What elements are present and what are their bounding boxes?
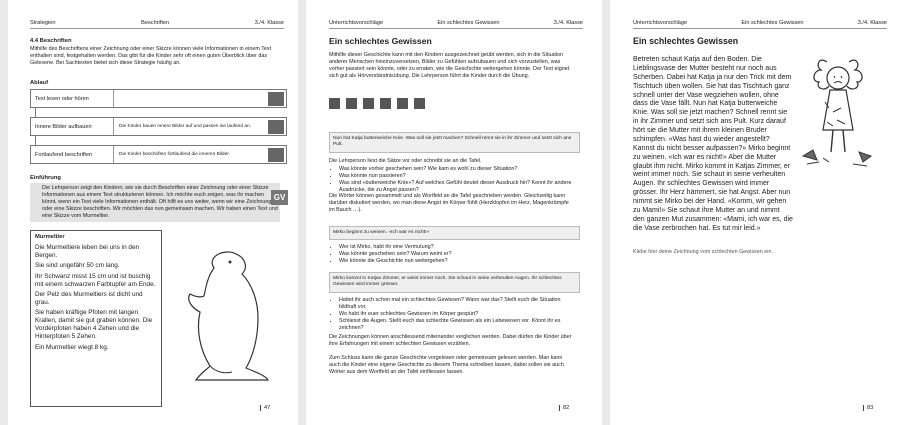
murmeltier-box — [30, 230, 162, 407]
page-number: 82 — [559, 405, 569, 411]
page-gutter — [298, 0, 306, 425]
intro-text: Mithilfe dieser Geschichte kann mit den Kindern ausgezeichnet geübt werden, sich in die Situation anderer Menschen hineinzuversetzen, Bilder zu Gefühlen aufzubauen und sich vorzustellen, was vorher passiert sein könnte, oder zu erraten, wie die Geschichte weitergehen könnte. Der Text eignet sich gut als Hörverständnisübung. Die Lehrperson führt die Kinder durch die Übung. — [329, 52, 570, 79]
question-item: • Was sind «butterweiche Knie»? Auf welches Gefühl deutet dieser Ausdruck hin? Kennt ihr andere Ausdrücke, die zu Angst passen? — [339, 180, 579, 194]
step-images — [30, 117, 287, 136]
question-list — [329, 166, 579, 194]
gv-badge: GV — [271, 190, 288, 205]
header-mid: Ein schlechtes Gewissen — [741, 20, 804, 26]
paragraph: Die Wörter können gesammelt und als Wortfeld an die Tafel geschrieben werden. Gleichzeitig kann darüber diskutiert werden, wo man diese Angst im Körper fühlt (Herzklopfen im Herz, Magenkrämpfe im Bauch …). — [329, 193, 569, 213]
page-gutter — [0, 0, 8, 425]
header-mid: Ein schlechtes Gewissen — [437, 20, 500, 26]
header-left: Unterrichtsvorschläge — [633, 20, 688, 26]
einfuehrung-title: Einführung — [30, 175, 61, 181]
question-item: • Wer ist Mirko, habt ihr eine Vermutung? — [339, 244, 579, 251]
header-right: 3./4. Klasse — [254, 20, 284, 26]
question-item: • Was könnte geschehen sein? Warum weint er? — [339, 251, 579, 258]
animal-fact: Die Murmeltiere leben bei uns in den Bergen. — [35, 244, 140, 260]
question-item: • Was könnte nun passieren? — [339, 173, 579, 180]
page-title: Ein schlechtes Gewissen — [633, 36, 739, 46]
section-title: 4.4 Beschriften — [30, 38, 72, 44]
step-desc: Die Kinder beschriften fortlaufend die inneren Bilder. — [119, 152, 230, 157]
intro-text: Mithilfe des Beschriftens einer Zeichnung oder einer Skizze können viele Informationen in einem Text enthalten sind, festgehalten werden. Das gibt für die Kinder sehr oft einen guten Überblick über das Gelesene. Bei Sachtexten bietet sich diese Strategie häufig an. — [30, 46, 272, 66]
step-label: Innere Bilder aufbauen — [31, 118, 114, 135]
story-quote: Mirko beginnt zu weinen. «Ich war es nicht!» — [329, 226, 580, 240]
animal-fact: Der Pelz des Murmeltiers ist dicht und grau. — [35, 290, 143, 306]
animal-fact: Sie haben kräftige Pfoten mit langen Krallen, damit sie gut graben können. Die Vorderpfoten haben 4 Zehen und die Hinterpfoten 5 Zehen. — [35, 309, 153, 341]
page-header — [633, 16, 887, 29]
question-item: • Wo habt ihr euer schlechtes Gewissen im Körper gespürt? — [339, 311, 579, 318]
thinking-icon — [268, 120, 284, 134]
house-icon — [363, 98, 374, 109]
page-header — [30, 16, 284, 29]
marmot-outline-drawing — [176, 246, 276, 386]
header-left: Strategien — [30, 20, 56, 26]
read-line: Die Lehrperson liest die Sätze vor oder schreibt sie an die Tafel. — [329, 158, 482, 164]
question-item: • Hattet ihr auch schon mal ein schlechtes Gewissen? Wann war das? Stellt euch die Situation bildhaft vor. — [339, 297, 579, 311]
question-item: • Wie könnte die Geschichte nun weitergehen? — [339, 258, 579, 265]
drawing-instruction: Klebe hier deine Zeichnung vom schlechten Gewissen ein. — [633, 249, 773, 255]
header-right: 3./4. Klasse — [553, 20, 583, 26]
step-label-drawing — [30, 145, 287, 164]
animal-title: Murmeltier — [35, 234, 65, 240]
page-gutter — [602, 0, 610, 425]
page-83 — [611, 0, 897, 425]
pencil-icon — [397, 98, 408, 109]
ear-icon — [329, 98, 340, 109]
animal-fact: Ihr Schwanz misst 15 cm und ist buschig mit einem schwarzen Farbtupfer am Ende. — [35, 272, 156, 288]
animal-fact: Sie sind ungefähr 50 cm lang. — [35, 262, 120, 270]
story-quote: Mirko kommt in Katjas Zimmer, er weint immer noch. Sie schaut in seine verheulten Augen. Ihr schlechtes Gewissen wird immer grösser. — [329, 272, 580, 293]
page-header — [329, 16, 583, 29]
question-item: • Was könnte vorher geschehen sein? Wie kam es wohl zu dieser Situation? — [339, 166, 579, 173]
page-number: 47 — [260, 405, 270, 411]
book-icon — [346, 98, 357, 109]
step-label: Text lesen oder hören — [31, 90, 114, 107]
book-icon — [268, 92, 284, 106]
story-text: Betreten schaut Katja auf den Boden. Die Lieblingsvase der Mutter besteht nur noch aus Scherben. Dabei hat Katja ja nur den Trick mit dem Tischtuch üben wollen. Sie hat das Tischtuch ganz schnell unter der Vase wegziehen wollen, ohne dass die Vase fällt. Nun hat Katja butterweiche Knie. Was soll sie jetzt machen? Schnell rennt sie in ihr Zimmer und setzt sich ans Pult. Kurz darauf hört sie die Mutter mit ihrem kleinen Bruder schimpfen. «Was hast du wieder angestellt? Kannst du nicht besser aufpassen?» Mirko beginnt zu weinen. «Ich war es nicht!» Aber die Mutter glaubt ihm nicht. Mirko kommt in Katjas Zimmer, er weint immer noch. Sie schaut in seine verheulten Augen. Ihr schlechtes Gewissen wird immer grösser. Ihr Herz hämmert, sie hat Angst. Aber nun nimmt sie Mirko bei der Hand. «Komm, wir gehen zu Mami!» Sie schaut ihre Mutter an und nimmt den ganzen Mut zusammen: «Mami, ich war es, die die Vase zerbrochen hat. Es tut mir leid.» — [633, 56, 793, 232]
page-number: 83 — [863, 405, 873, 411]
header-left: Unterrichtsvorschläge — [329, 20, 384, 26]
header-mid: Beschriften — [141, 20, 170, 26]
step-desc: Die Kinder bauen innere Bilder auf und passen sie laufend an. — [119, 124, 252, 129]
page-82 — [307, 0, 593, 425]
page-title: Ein schlechtes Gewissen — [329, 36, 432, 46]
pencil-icon — [268, 148, 284, 162]
page-47 — [8, 0, 294, 425]
method-icons — [329, 96, 431, 114]
question-item: • Schliesst die Augen. Stellt euch das schlechte Gewissen als ein Lebewesen vor. Könnt ihr es zeichnen? — [339, 318, 579, 332]
paragraph: Zum Schluss kann die ganze Geschichte vorgelesen oder gemeinsam gelesen werden. Man kann auch die Kinder eine eigene Geschichte zu diesem Thema schreiben lassen, dabei sollen sie auch Wörter aus dem Wortfeld an der Tafel einfliessen lassen. — [329, 355, 564, 375]
story-quote: Nun hat Katja butterweiche Knie. Was soll sie jetzt machen? Schnell rennt sie in ihr Zimmer und setzt sich ans Pult. — [329, 132, 580, 153]
question-list — [329, 297, 579, 332]
ablauf-title: Ablauf — [30, 80, 49, 86]
chair-icon — [380, 98, 391, 109]
step-read — [30, 89, 287, 108]
header-right: 3./4. Klasse — [857, 20, 887, 26]
r-icon — [414, 98, 425, 109]
step-label: Fortlaufend beschriften — [31, 146, 114, 163]
crying-girl-illustration — [797, 52, 879, 170]
einfuehrung-text: Die Lehrperson zeigt den Kindern, wie sie durch Beschriften einer Zeichnung oder einer Skizze Informationen aus einem Text strukturieren können. Ich möchte euch zeigen, was ihr machen könnt, wenn ein Text viele Informationen enthält. Oft hilft es uns weiter, wenn wir eine Zeichnung oder eine Skizze beschriften. Wir möchten das nun gemeinsam machen. Wir haben einen Text und eine Skizze vom Murmeltier. — [30, 183, 280, 222]
paragraph: Die Zeichnungen können anschliessend miteinander verglichen werden. Dabei dürfen die Kinder über ihre Erfahrungen mit einem schlechten Gewissen erzählen. — [329, 334, 572, 347]
animal-fact: Ein Murmeltier wiegt 8 kg. — [35, 343, 109, 351]
question-list — [329, 244, 579, 265]
